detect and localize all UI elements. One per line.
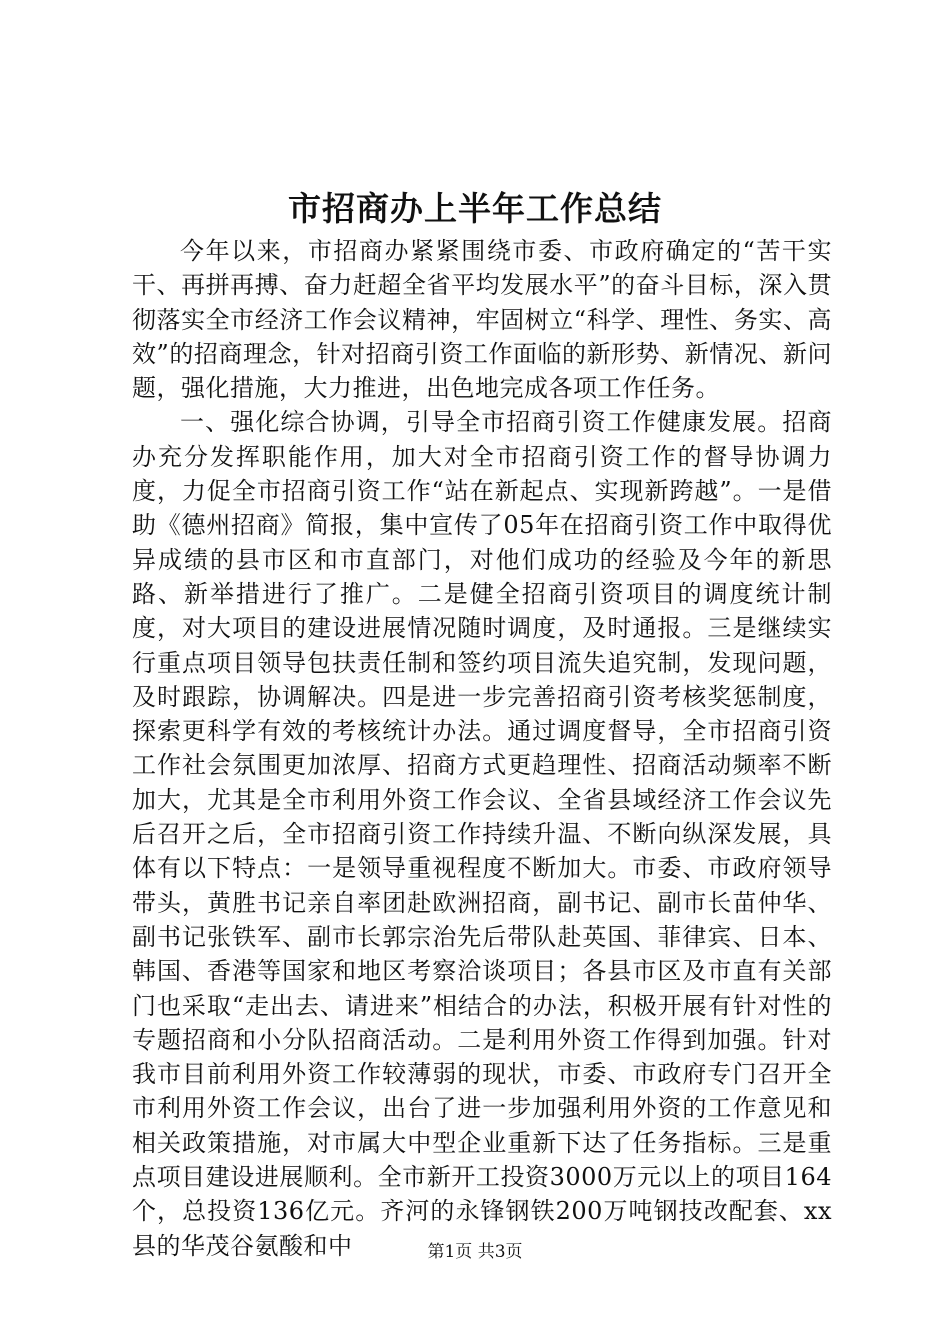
paragraph-intro: 今年以来，市招商办紧紧围绕市委、市政府确定的“苦干实干、再拼再搏、奋力赶超全省平均发展水平”的奋斗目标，深入贯彻落实全市经济工作会议精神，牢固树立“科学、理性、务实、高效”的招商理念，针对招商引资工作面临的新形势、新情况、新问题，强化措施，大力推进，出色地完成各项工作任务。 <box>132 237 832 403</box>
document-body <box>132 234 832 1263</box>
document-title: 市招商办上半年工作总结 <box>288 189 662 228</box>
paragraph-section-one: 一、强化综合协调，引导全市招商引资工作健康发展。招商办充分发挥职能作用，加大对全市招商引资工作的督导协调力度，力促全市招商引资工作“站在新起点、实现新跨越”。一是借助《德州招商》简报，集中宣传了05年在招商引资工作中取得优异成绩的县市区和市直部门，对他们成功的经验及今年的新思路、新举措进行了推广。二是健全招商引资项目的调度统计制度，对大项目的建设进展情况随时调度，及时通报。三是继续实行重点项目领导包扶责任制和签约项目流失追究制，发现问题，及时跟踪，协调解决。四是进一步完善招商引资考核奖惩制度，探索更科学有效的考核统计办法。通过调度督导，全市招商引资工作社会氛围更加浓厚、招商方式更趋理性、招商活动频率不断加大，尤其是全市利用外资工作会议、全省县域经济工作会议先后召开之后，全市招商引资工作持续升温、不断向纵深发展，具体有以下特点：一是领导重视程度不断加大。市委、市政府领导带头，黄胜书记亲自率团赴欧洲招商，副书记、副市长苗仲华、副书记张铁军、副市长郭宗治先后带队赴英国、菲律宾、日本、韩国、香港等国家和地区考察洽谈项目；各县市区及市直有关部门也采取“走出去、请进来”相结合的办法，积极开展有针对性的专题招商和小分队招商活动。二是利用外资工作得到加强。针对我市目前利用外资工作较薄弱的现状，市委、市政府专门召开全市利用外资工作会议，出台了进一步加强利用外资的工作意见和相关政策措施，对市属大中型企业重新下达了任务指标。三是重点项目建设进展顺利。全市新开工投资3000万元以上的项目164个，总投资136亿元。齐河的永锋钢铁200万吨钢技改配套、xx县的华茂谷氨酸和中 <box>132 408 832 1260</box>
page-footer: 第1页 共3页 <box>427 1242 523 1262</box>
